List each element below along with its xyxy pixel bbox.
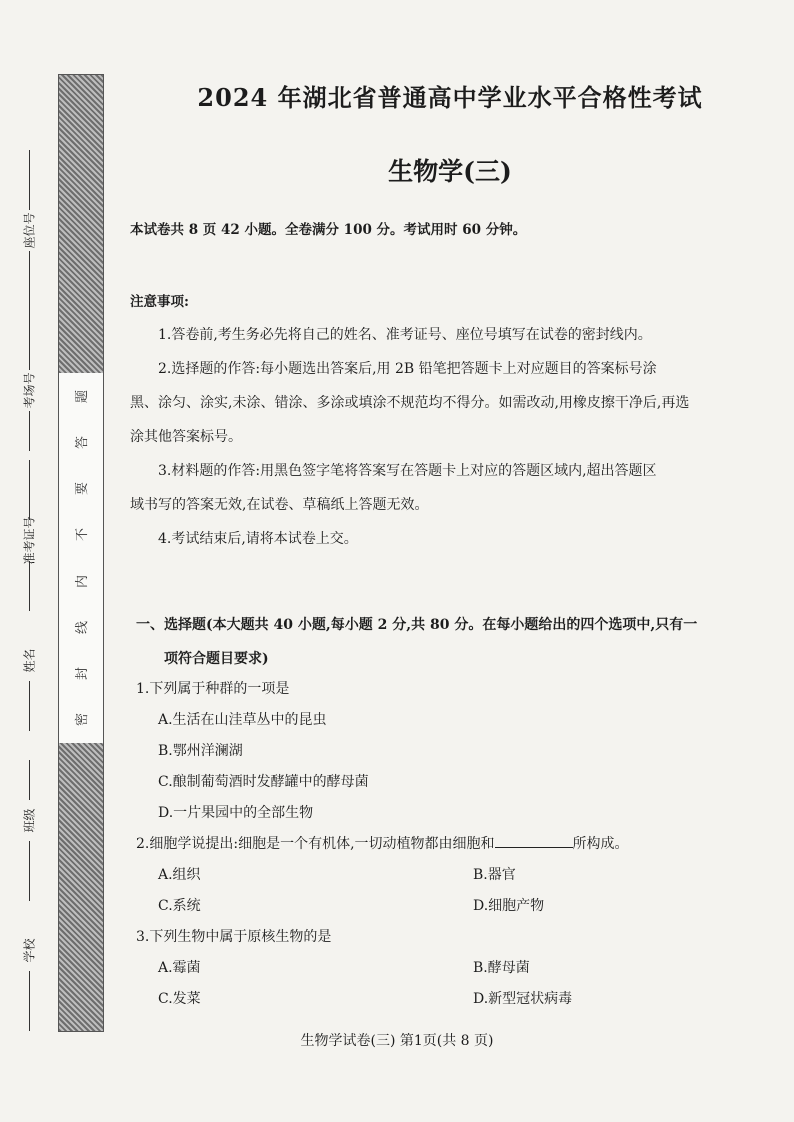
seal-char: 内 — [75, 574, 91, 588]
question-2-option-d: D.细胞产物 — [473, 898, 545, 914]
notice-heading: 注意事项: — [130, 294, 189, 310]
notice-list — [130, 318, 760, 556]
binding-strip — [58, 74, 104, 1032]
question-1-option-b: B.鄂州洋澜湖 — [158, 743, 243, 759]
question-3-stem: 3.下列生物中属于原核生物的是 — [136, 929, 332, 945]
seal-char: 封 — [75, 667, 91, 681]
admission-number-field[interactable] — [14, 460, 44, 611]
name-field[interactable] — [14, 640, 44, 731]
question-3-option-a: A.霉菌 — [158, 960, 201, 976]
hatched-band-top — [59, 75, 103, 373]
question-3-options-row-2 — [136, 984, 766, 1015]
notice-item-2-cont: 涂其他答案标号。 — [130, 429, 242, 445]
question-1-option-d: D.一片果园中的全部生物 — [158, 805, 314, 821]
exam-intro: 本试卷共 8 页 42 小题。全卷满分 100 分。考试用时 60 分钟。 — [130, 222, 527, 238]
notice-item-4: 4.考试结束后,请将本试卷上交。 — [158, 531, 358, 547]
question-2-stem-pre: 2.细胞学说提出:细胞是一个有机体,一切动植物都由细胞和 — [136, 836, 495, 852]
seal-char: 答 — [75, 435, 91, 449]
notice-item-3: 3.材料题的作答:用黑色签字笔将答案写在答题卡上对应的答题区域内,超出答题区 — [158, 463, 657, 479]
question-1-option-a: A.生活在山洼草丛中的昆虫 — [158, 712, 327, 728]
seal-char: 不 — [75, 528, 91, 542]
section-heading-line2: 项符合题目要求) — [164, 651, 269, 667]
question-2-options-row-1 — [136, 860, 766, 891]
school-field[interactable] — [14, 930, 44, 1031]
seal-char: 线 — [75, 620, 91, 634]
notice-item-1: 1.答卷前,考生务必先将自己的姓名、准考证号、座位号填写在试卷的密封线内。 — [158, 327, 652, 343]
name-label: 姓名 — [22, 648, 37, 673]
question-1-option-c: C.酿制葡萄酒时发酵罐中的酵母菌 — [158, 774, 369, 790]
notice-item-3-cont: 域书写的答案无效,在试卷、草稿纸上答题无效。 — [130, 497, 429, 513]
seal-char: 题 — [75, 389, 91, 403]
question-3-option-c: C.发菜 — [158, 991, 201, 1007]
question-3-option-b: B.酵母菌 — [473, 960, 530, 976]
notice-item-2-cont: 黑、涂匀、涂实,未涂、错涂、多涂或填涂不规范均不得分。如需改动,用橡皮擦干净后,再选 — [130, 395, 690, 411]
exam-room-field[interactable] — [14, 300, 44, 451]
question-2-option-b: B.器官 — [473, 867, 516, 883]
question-2-option-a: A.组织 — [158, 867, 201, 883]
class-label: 班级 — [22, 808, 37, 833]
question-3-option-d: D.新型冠状病毒 — [473, 991, 573, 1007]
section-heading-line1: 一、选择题(本大题共 40 小题,每小题 2 分,共 80 分。在每小题给出的四个选项中,只有一 — [136, 617, 698, 633]
exam-title: 2024 年湖北省普通高中学业水平合格性考试 — [197, 83, 703, 112]
answer-blank — [495, 833, 573, 848]
page-footer: 生物学试卷(三) 第1页(共 8 页) — [300, 1033, 494, 1049]
question-2-stem — [136, 829, 766, 860]
section-heading — [136, 608, 766, 676]
seal-line-notice — [59, 373, 103, 743]
question-2-stem-post: 所构成。 — [572, 836, 629, 852]
exam-room-label: 考场号 — [22, 372, 37, 409]
seal-char: 要 — [75, 482, 91, 496]
class-field[interactable] — [14, 760, 44, 901]
seat-number-field[interactable] — [14, 150, 44, 311]
seal-char: 密 — [75, 713, 91, 727]
admission-number-label: 准考证号 — [22, 516, 37, 565]
question-2-option-c: C.系统 — [158, 898, 201, 914]
question-1-stem: 1.下列属于种群的一项是 — [136, 681, 290, 697]
school-label: 学校 — [22, 938, 37, 963]
question-list — [136, 674, 766, 1015]
notice-item-2: 2.选择题的作答:每小题选出答案后,用 2B 铅笔把答题卡上对应题目的答案标号涂 — [158, 361, 657, 377]
question-3-options-row-1 — [136, 953, 766, 984]
question-2-options-row-2 — [136, 891, 766, 922]
seat-number-label: 座位号 — [22, 212, 37, 249]
hatched-band-bottom — [59, 743, 103, 1031]
exam-subtitle: 生物学(三) — [388, 157, 512, 186]
